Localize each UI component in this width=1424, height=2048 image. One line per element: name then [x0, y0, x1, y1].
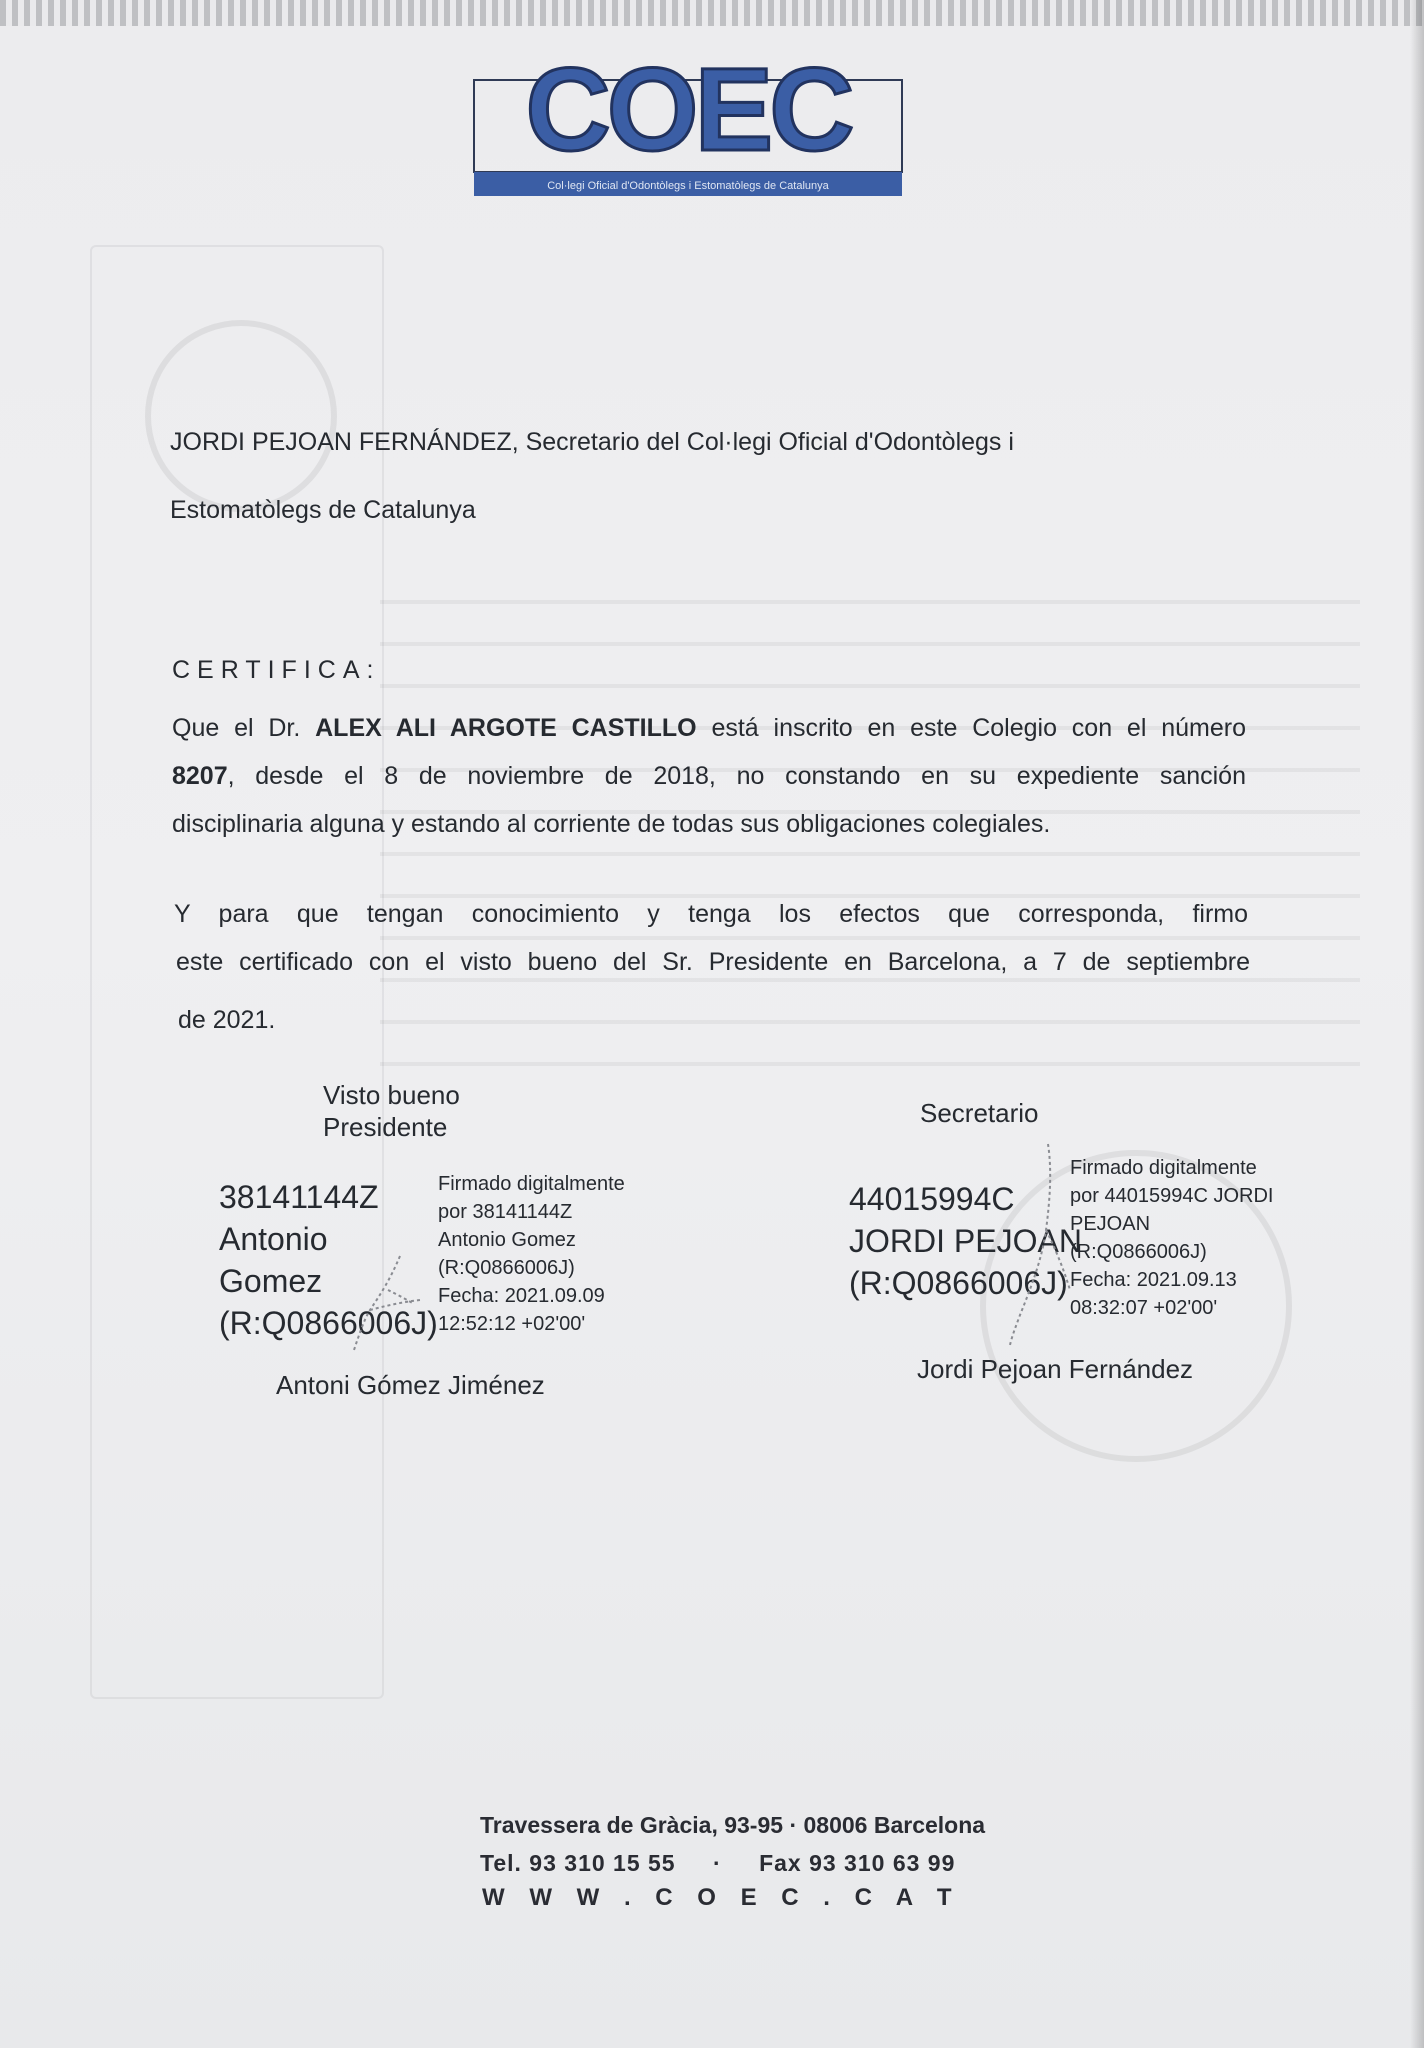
left-signature-identity: 38141144Z Antonio Gomez (R:Q0866006J) [219, 1179, 438, 1341]
reverse-seal-show-through [145, 320, 337, 512]
logo-tagline: Col·legi Oficial d'Odontòlegs i Estomatòlegs de Catalunya [547, 180, 829, 192]
page-top-edge [0, 0, 1424, 26]
paragraph-1-line-3: disciplinaria alguna y estando al corriente de todas sus obligaciones colegiales. [172, 810, 1051, 838]
left-printed-name: Antoni Gómez Jiménez [276, 1370, 545, 1400]
presidente-label: Presidente [323, 1112, 448, 1142]
left-digital-signature-details: Firmado digitalmente por 38141144Z Antonio Gomez (R:Q0866006J) Fecha: 2021.09.09 12:52:12 +02'00' [438, 1173, 625, 1335]
paragraph-2-line-3: de 2021. [178, 1006, 276, 1034]
reverse-text-show-through [380, 600, 1360, 1100]
logo-wordmark: COEC [525, 44, 851, 176]
footer-address: Travessera de Gràcia, 93-95 · 08006 Barcelona [480, 1812, 986, 1838]
paragraph-2-line-1: Y para que tengan conocimiento y tenga los efectos que corresponda, firmo [174, 900, 1248, 928]
page-edge-shadow [1410, 0, 1424, 2048]
coec-logo [472, 30, 904, 200]
footer-contact: Tel. 93 310 15 55 · Fax 93 310 63 99 [480, 1850, 956, 1876]
right-digital-signature-details: Firmado digitalmente por 44015994C JORDI PEJOAN (R:Q0866006J) Fecha: 2021.09.13 08:32:07 +02'00' [1070, 1157, 1274, 1319]
footer-phone: Tel. 93 310 15 55 [480, 1850, 676, 1876]
right-signature-identity: 44015994C JORDI PEJOAN (R:Q0866006J) [849, 1181, 1082, 1301]
member-number: 8207 [172, 762, 228, 790]
paragraph-2-line-2: este certificado con el visto bueno del Sr. Presidente en Barcelona, a 7 de septiembre [176, 948, 1250, 976]
secretario-label: Secretario [920, 1098, 1039, 1128]
certifica-heading: CERTIFICA: [172, 656, 381, 684]
right-printed-name: Jordi Pejoan Fernández [917, 1354, 1194, 1384]
footer-website: W W W . C O E C . C A T [482, 1884, 961, 1911]
visto-bueno-label: Visto bueno [323, 1080, 460, 1110]
paragraph-1-line-1: Que el Dr. ALEX ALI ARGOTE CASTILLO está inscrito en este Colegio con el número [172, 714, 1246, 742]
right-signature-scribble-icon [960, 1140, 1080, 1350]
paragraph-1-line-2: 8207, desde el 8 de noviembre de 2018, no constando en su expediente sanción [172, 762, 1246, 790]
footer-fax: Fax 93 310 63 99 [759, 1850, 956, 1876]
left-signature-scribble-icon [330, 1250, 450, 1360]
member-name: ALEX ALI ARGOTE CASTILLO [315, 714, 697, 742]
intro-line-2: Estomatòlegs de Catalunya [170, 496, 476, 524]
intro-line-1: JORDI PEJOAN FERNÁNDEZ, Secretario del Col·legi Oficial d'Odontòlegs i [170, 428, 1014, 456]
